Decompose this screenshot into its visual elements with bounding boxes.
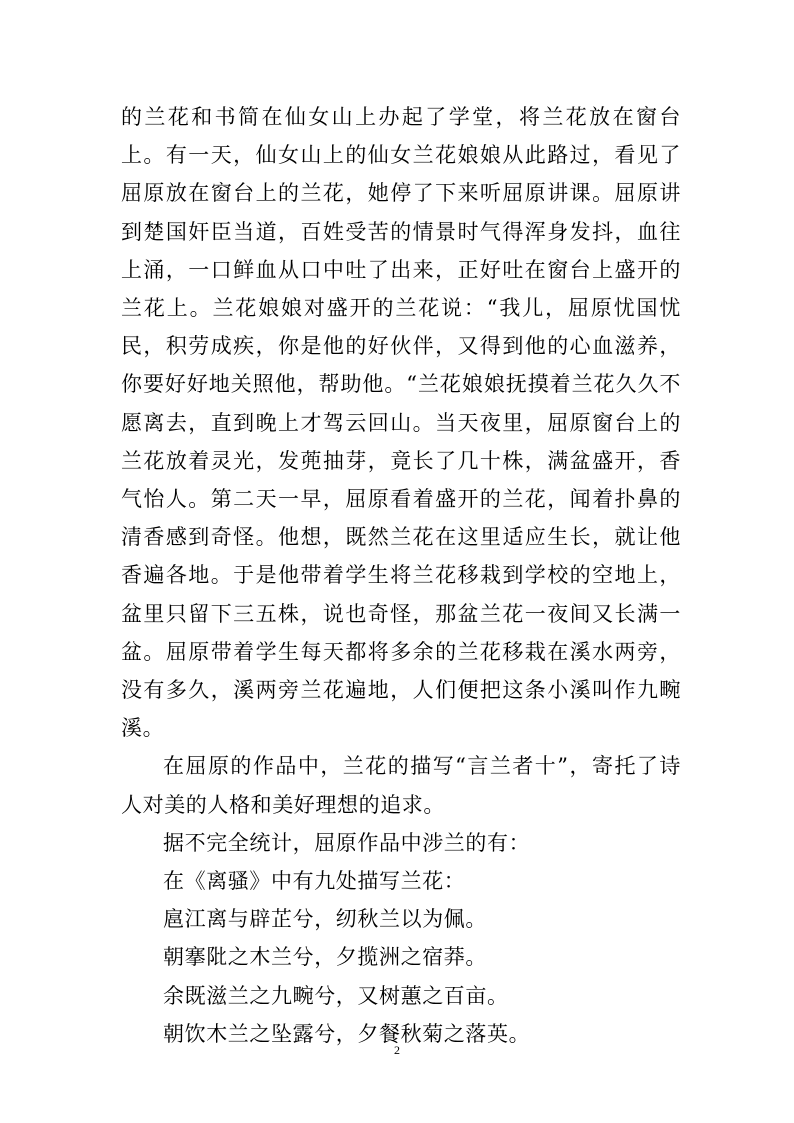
poem-line-4: 朝饮木兰之坠露兮，夕餐秋菊之落英。 xyxy=(163,1021,531,1046)
poem-line-1: 扈江离与辟芷兮，纫秋兰以为佩。 xyxy=(163,907,487,932)
poem-line-2: 朝搴阰之木兰兮，夕揽洲之宿莽。 xyxy=(163,945,487,970)
paragraph-legend-continuation: 的兰花和书简在仙女山上办起了学堂，将兰花放在窗台上。有一天，仙女山上的仙女兰花娘娘从此路过，看见了屈原放在窗台上的兰花，她停了下来听屈原讲课。屈原讲到楚国奸臣当道，百姓受苦的情景时气得浑身发抖，血往上涌，一口鲜血从口中吐了出来，正好吐在窗台上盛开的兰花上。兰花娘娘对盛开的兰花说：“我儿，屈原忧国忧民，积劳成疾，你是他的好伙伴，又得到他的心血滋养，你要好好地关照他，帮助他。“兰花娘娘抚摸着兰花久久不愿离去，直到晚上才驾云回山。当天夜里，屈原窗台上的兰花放着灵光，发蔸抽芽，竟长了几十株，满盆盛开，香气怡人。第二天一早，屈原看着盛开的兰花，闻着扑鼻的清香感到奇怪。他想，既然兰花在这里适应生长，就让他香遍各地。于是他带着学生将兰花移栽到学校的空地上，盆里只留下三五株，说也奇怪，那盆兰花一夜间又长满一盆。屈原带着学生每天都将多余的兰花移栽在溪水两旁，没有多久，溪两旁兰花遍地，人们便把这条小溪叫作九畹溪。 xyxy=(121,105,681,741)
paragraph-orchid-description: 在屈原的作品中，兰花的描写“言兰者十”，寄托了诗人对美的人格和美好理想的追求。 xyxy=(121,754,681,817)
paragraph-statistics-intro: 据不完全统计，屈原作品中涉兰的有： xyxy=(163,830,531,855)
paragraph-lisao-intro: 在《离骚》中有九处描写兰花： xyxy=(163,869,466,894)
page-number: 2 xyxy=(394,1043,400,1057)
poem-line-3: 余既滋兰之九畹兮，又树蕙之百亩。 xyxy=(163,983,509,1008)
body-text xyxy=(121,98,681,1053)
